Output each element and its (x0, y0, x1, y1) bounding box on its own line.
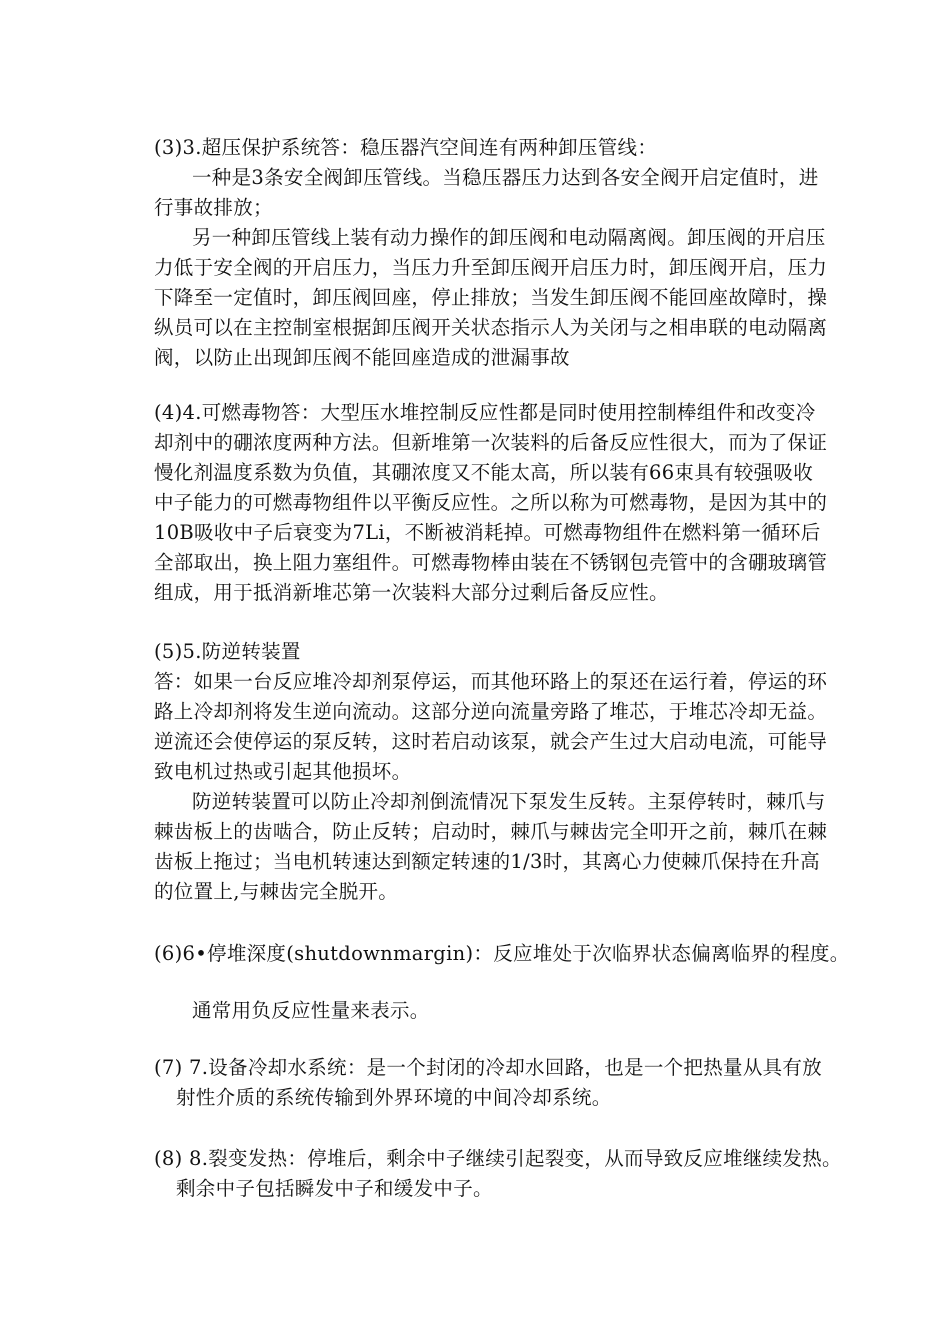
text-line: 力低于安全阀的开启压力，当压力升至卸压阀开启压力时，卸压阀开启，压力 (154, 256, 828, 279)
text-line: 慢化剂温度系数为负值，其硼浓度又不能太高，所以装有66束具有较强吸收 (154, 461, 814, 484)
text-line: 阀，以防止出现卸压阀不能回座造成的泄漏事故 (154, 346, 570, 369)
text-line: 下降至一定值时，卸压阀回座，停止排放；当发生卸压阀不能回座故障时，操 (154, 286, 828, 309)
text-line: 却剂中的硼浓度两种方法。但新堆第一次装料的后备反应性很大，而为了保证 (154, 431, 828, 454)
section-7-component-cooling-water (154, 1053, 914, 1113)
section-8-fission-heat (154, 1144, 914, 1204)
text-line: 致电机过热或引起其他损坏。 (154, 760, 412, 783)
text-line: 棘齿板上的齿啮合，防止反转；启动时，棘爪与棘齿完全叩开之前，棘爪在棘 (154, 820, 828, 843)
text-line: 防逆转装置可以防止冷却剂倒流情况下泵发生反转。主泵停转时，棘爪与 (192, 790, 826, 813)
text-line: 通常用负反应性量来表示。 (192, 999, 430, 1022)
section-6-note (154, 996, 914, 1026)
text-line: 10B吸收中子后衰变为7Li，不断被消耗掉。可燃毒物组件在燃料第一循环后 (154, 521, 821, 544)
text-line: (3)3.超压保护系统答：稳压器汽空间连有两种卸压管线： (154, 136, 658, 159)
text-line: 射性介质的系统传输到外界环境的中间冷却系统。 (176, 1086, 612, 1109)
text-line: (5)5.防逆转装置 (154, 640, 301, 663)
text-line: 答：如果一台反应堆冷却剂泵停运，而其他环路上的泵还在运行着，停运的环 (154, 670, 828, 693)
text-line: 剩余中子包括瞬发中子和缓发中子。 (176, 1177, 493, 1200)
text-line: 纵员可以在主控制室根据卸压阀开关状态指示人为关闭与之相串联的电动隔离 (154, 316, 828, 339)
section-6-shutdown-margin (154, 939, 914, 969)
text-line: 全部取出，换上阻力塞组件。可燃毒物棒由装在不锈钢包壳管中的含硼玻璃管 (154, 551, 828, 574)
section-3-overpressure-protection (154, 133, 914, 373)
section-4-burnable-poison (154, 398, 914, 608)
text-line: 齿板上拖过；当电机转速达到额定转速的1/3时，其离心力使棘爪保持在升高 (154, 850, 820, 873)
text-line: (6)6•停堆深度(shutdownmargin)：反应堆处于次临界状态偏离临界的程度。 (154, 942, 850, 965)
text-line: 中子能力的可燃毒物组件以平衡反应性。之所以称为可燃毒物，是因为其中的 (154, 491, 828, 514)
text-line: 路上冷却剂将发生逆向流动。这部分逆向流量旁路了堆芯，于堆芯冷却无益。 (154, 700, 828, 723)
text-line: 组成，用于抵消新堆芯第一次装料大部分过剩后备反应性。 (154, 581, 669, 604)
section-5-anti-reverse-device (154, 637, 914, 907)
text-line: 行事故排放； (154, 196, 273, 219)
text-line: (7) 7.设备冷却水系统：是一个封闭的冷却水回路，也是一个把热量从具有放 (154, 1056, 823, 1079)
text-line: 另一种卸压管线上装有动力操作的卸压阀和电动隔离阀。卸压阀的开启压 (192, 226, 826, 249)
text-line: 的位置上,与棘齿完全脱开。 (154, 880, 399, 903)
text-line: (4)4.可燃毒物答：大型压水堆控制反应性都是同时使用控制棒组件和改变冷 (154, 401, 816, 424)
text-line: 一种是3条安全阀卸压管线。当稳压器压力达到各安全阀开启定值时，进 (192, 166, 819, 189)
text-line: (8) 8.裂变发热：停堆后，剩余中子继续引起裂变，从而导致反应堆继续发热。 (154, 1147, 842, 1170)
text-line: 逆流还会使停运的泵反转，这时若启动该泵，就会产生过大启动电流，可能导 (154, 730, 828, 753)
